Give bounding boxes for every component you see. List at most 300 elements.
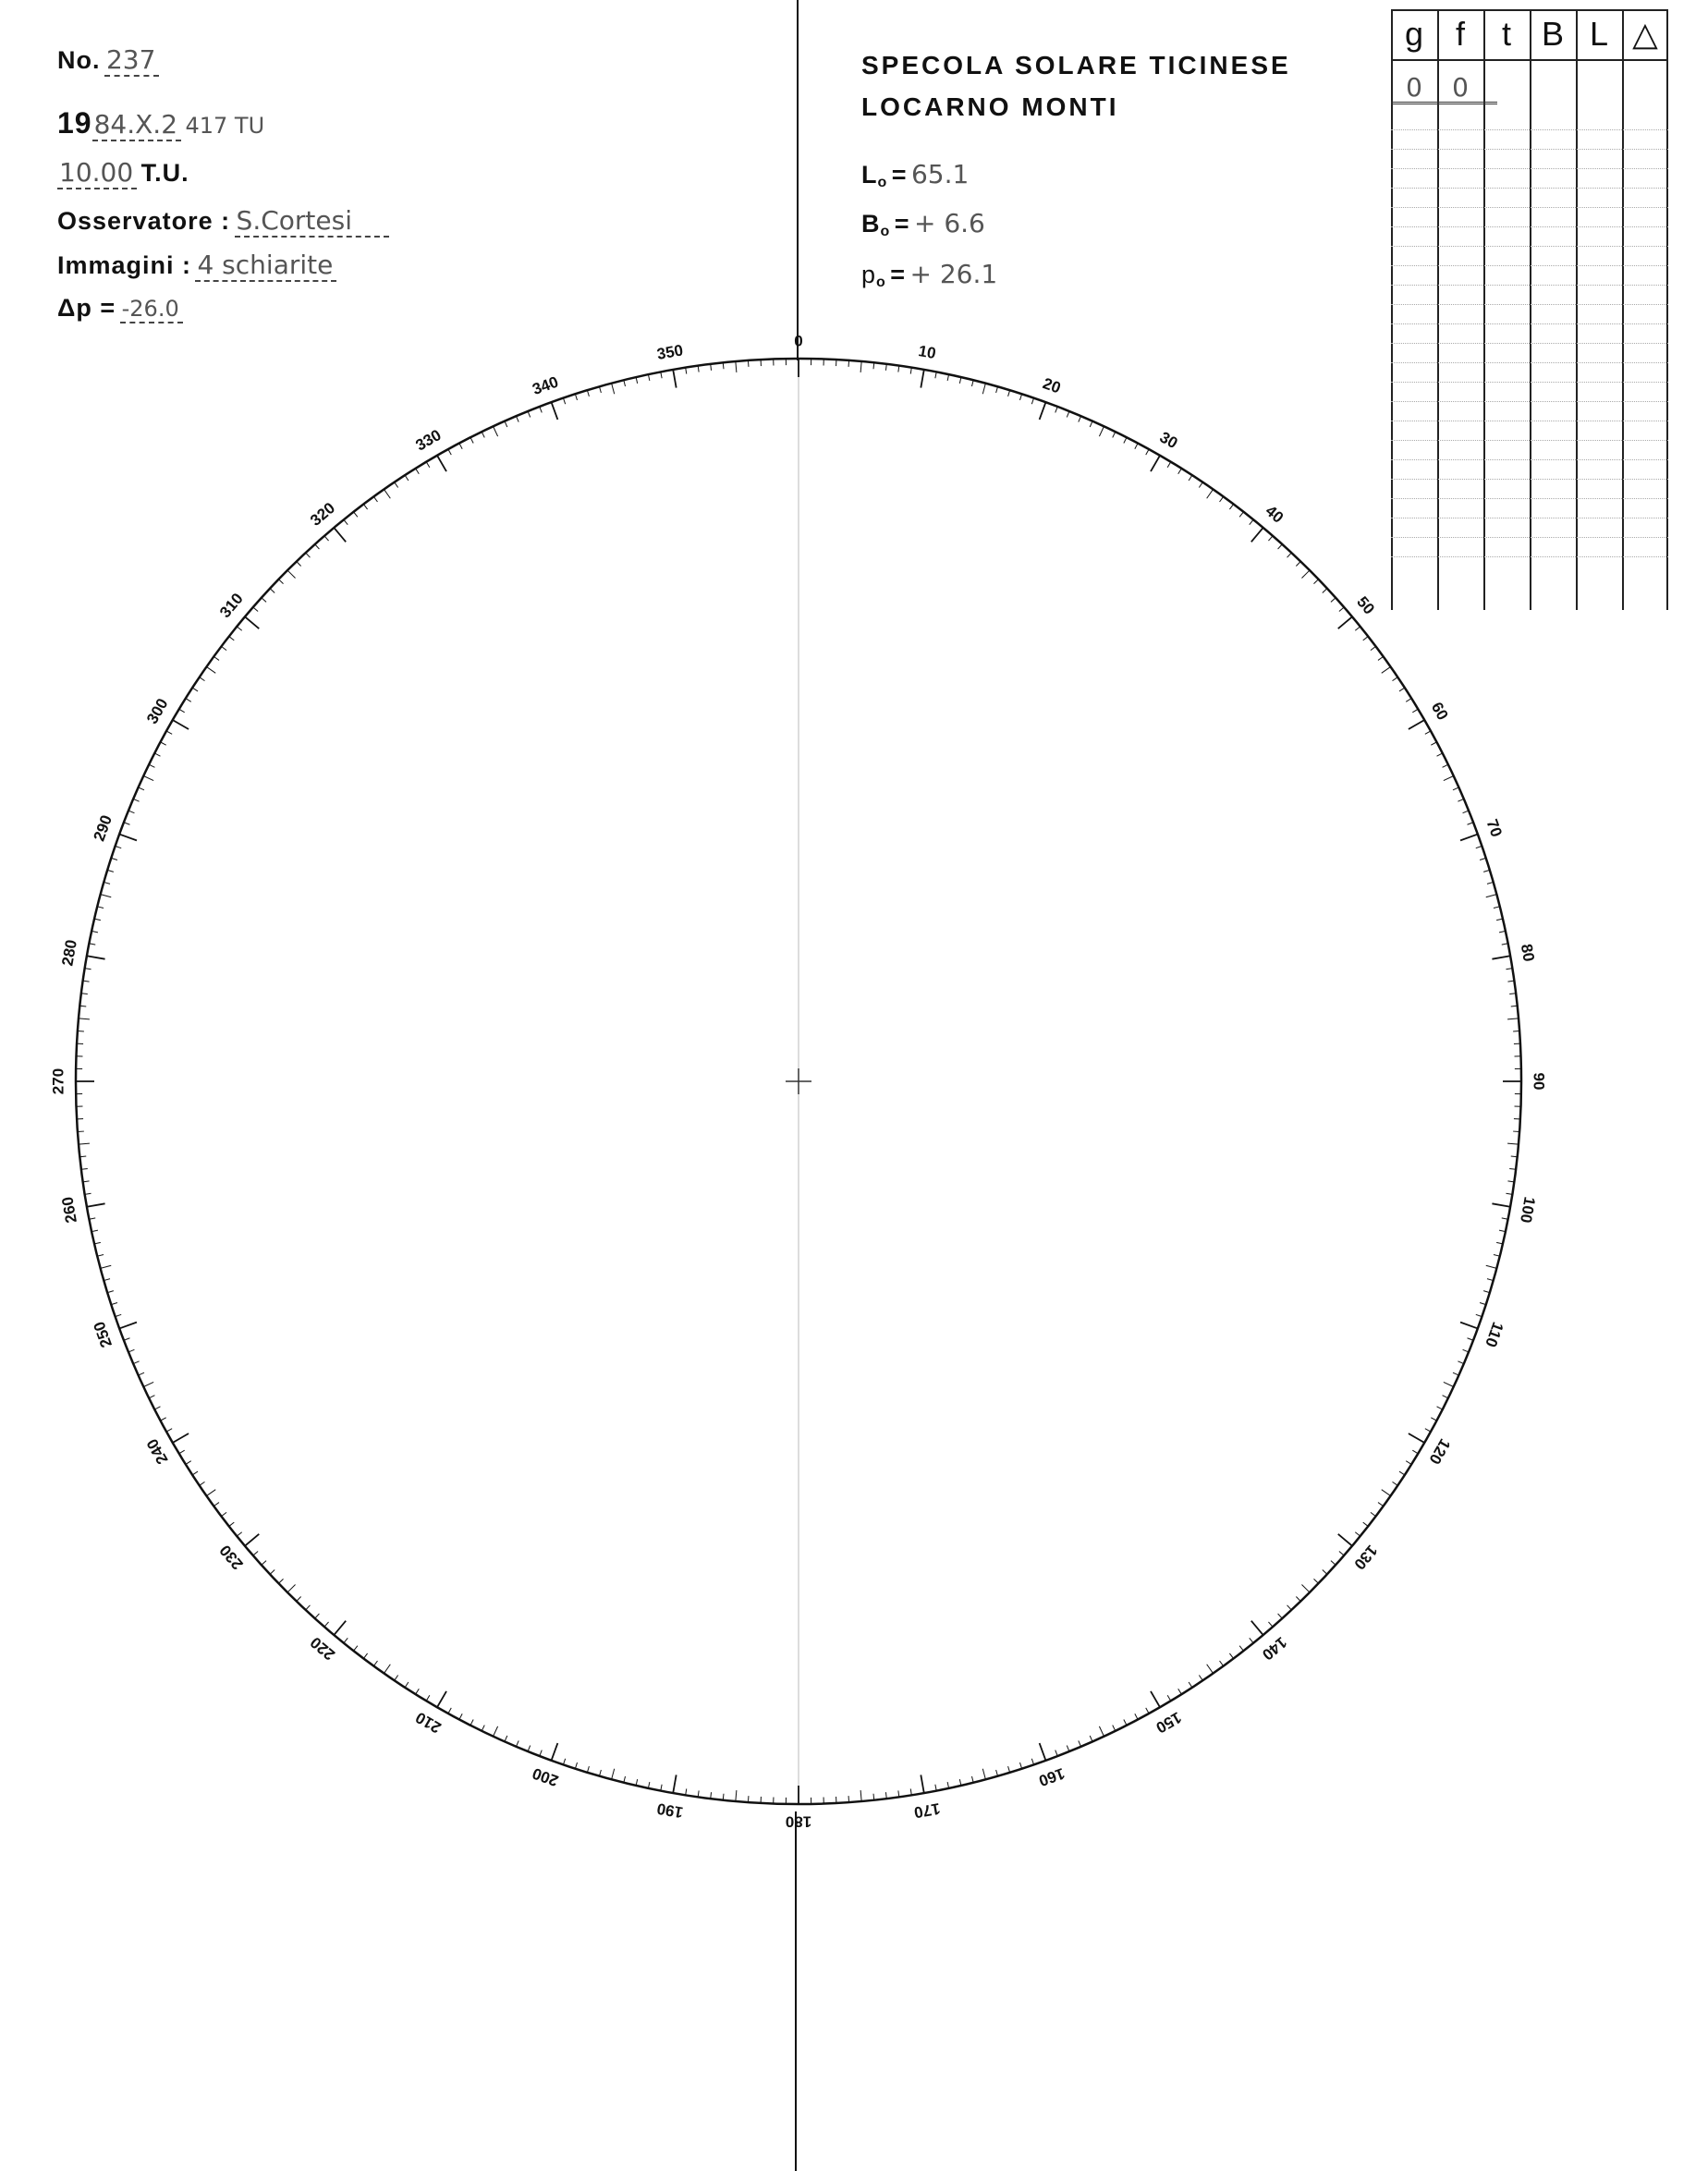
angle-tick: [1220, 1661, 1224, 1666]
angle-tick: [192, 688, 198, 691]
angle-tick: [287, 1584, 295, 1592]
angle-tick: [1008, 390, 1010, 396]
angle-tick: [482, 1726, 484, 1731]
angle-tick: [116, 846, 122, 848]
angle-tick: [139, 787, 144, 790]
angle-label-0: 0: [794, 332, 803, 350]
angle-tick: [1492, 1203, 1510, 1206]
angle-tick: [1113, 432, 1116, 437]
angle-tick: [563, 398, 565, 405]
angle-tick: [505, 421, 507, 427]
angle-tick: [1444, 1382, 1454, 1386]
angle-tick: [395, 482, 398, 488]
angle-tick: [128, 811, 134, 813]
angle-tick: [1229, 1653, 1233, 1659]
angle-tick: [1331, 1561, 1336, 1566]
angle-tick: [149, 1396, 154, 1398]
angle-tick: [1146, 1708, 1149, 1714]
angle-tick: [200, 1482, 205, 1485]
angle-tick: [1113, 1726, 1116, 1731]
angle-tick: [166, 1429, 172, 1432]
angle-tick: [1444, 776, 1454, 781]
angle-label-320: 320: [307, 498, 339, 530]
angle-tick: [87, 956, 105, 958]
angle-tick: [200, 677, 205, 681]
angle-tick: [206, 666, 215, 673]
angle-tick: [540, 1750, 543, 1757]
angle-tick: [154, 1407, 160, 1409]
angle-tick: [1090, 421, 1092, 427]
angle-tick: [373, 1661, 377, 1666]
angle-tick: [253, 607, 258, 612]
angle-label-30: 30: [1156, 428, 1181, 453]
angle-tick: [528, 1746, 531, 1751]
angle-tick: [179, 709, 185, 713]
angle-tick: [1382, 1490, 1391, 1496]
angle-tick: [214, 1503, 219, 1506]
angle-tick: [166, 731, 172, 734]
angle-label-260: 260: [58, 1195, 80, 1225]
angle-tick: [563, 1759, 565, 1765]
observer: Osservatore : S.Cortesi: [57, 205, 389, 236]
angle-tick: [1425, 1429, 1431, 1432]
angle-tick: [1067, 411, 1069, 417]
angle-tick: [1409, 720, 1424, 729]
angle-tick: [1031, 1759, 1033, 1765]
angle-tick: [1339, 1551, 1344, 1555]
angle-tick: [1486, 895, 1497, 897]
angle-label-200: 200: [530, 1763, 561, 1790]
angle-tick: [1099, 426, 1104, 436]
angle-tick: [673, 1775, 676, 1793]
angle-tick: [1167, 462, 1171, 468]
angle-tick: [1178, 469, 1182, 474]
angle-tick: [92, 1230, 98, 1231]
angle-tick: [1079, 416, 1081, 421]
angle-tick: [552, 402, 558, 420]
angle-tick: [1483, 870, 1490, 872]
angle-tick: [860, 361, 861, 372]
angle-tick: [1492, 956, 1510, 958]
angle-tick: [416, 1689, 420, 1694]
angle-tick: [437, 456, 446, 471]
angle-tick: [1431, 742, 1436, 745]
angle-label-270: 270: [49, 1067, 67, 1095]
angle-tick: [494, 426, 498, 436]
angle-tick: [1055, 407, 1058, 413]
angle-tick: [278, 579, 283, 584]
angle-label-60: 60: [1427, 699, 1452, 724]
angle-tick: [1460, 1323, 1478, 1329]
angle-tick: [587, 1766, 589, 1773]
angle-tick: [373, 496, 377, 502]
angle-tick: [143, 776, 153, 781]
angle-tick: [1507, 1143, 1519, 1144]
angle-label-230: 230: [215, 1541, 247, 1573]
angle-tick: [982, 384, 985, 395]
header-triangle: △: [1632, 15, 1658, 53]
header-f: f: [1455, 15, 1465, 53]
angle-label-160: 160: [1036, 1763, 1068, 1790]
angle-label-70: 70: [1482, 816, 1506, 840]
angle-tick: [221, 1512, 226, 1516]
angle-tick: [1331, 598, 1336, 603]
angle-tick: [1251, 528, 1263, 542]
observatory-location: LOCARNO MONTI: [861, 92, 1119, 121]
angle-label-100: 100: [1517, 1195, 1539, 1225]
angle-label-180: 180: [785, 1812, 812, 1831]
angle-tick: [270, 1570, 274, 1575]
angle-tick: [1167, 1695, 1171, 1701]
angle-tick: [1363, 637, 1369, 640]
angle-tick: [363, 504, 367, 509]
angle-tick: [1458, 1361, 1463, 1364]
angle-tick: [405, 1682, 409, 1688]
angle-tick: [1412, 709, 1418, 713]
angle-tick: [505, 1736, 507, 1741]
angle-tick: [101, 895, 112, 897]
angle-tick: [1437, 1407, 1443, 1409]
angle-tick: [1355, 627, 1360, 630]
angle-tick: [1135, 1714, 1138, 1719]
angle-tick: [1483, 1291, 1490, 1293]
angle-tick: [575, 394, 577, 400]
angle-tick: [161, 1418, 166, 1421]
angle-tick: [540, 407, 543, 413]
L0-value: Lo = 65.1: [861, 159, 970, 190]
angle-tick: [253, 1551, 258, 1555]
angle-tick: [221, 646, 226, 650]
header-B: B: [1541, 15, 1564, 53]
angle-tick: [1296, 1596, 1300, 1601]
angle-tick: [648, 374, 649, 381]
angle-tick: [1220, 496, 1224, 502]
angle-tick: [1393, 677, 1398, 681]
angle-label-290: 290: [90, 812, 116, 844]
angle-tick: [1355, 1532, 1360, 1536]
angle-tick: [1371, 646, 1376, 650]
angle-tick: [161, 742, 166, 745]
angle-tick: [1019, 1762, 1021, 1769]
angle-label-20: 20: [1040, 374, 1064, 397]
angle-tick: [648, 1782, 649, 1788]
angle-tick: [1250, 519, 1253, 524]
angle-tick: [1199, 1676, 1202, 1681]
angle-tick: [1124, 1720, 1127, 1726]
angle-tick: [1453, 1372, 1458, 1375]
angle-label-240: 240: [142, 1435, 172, 1468]
angle-tick: [111, 1302, 117, 1304]
angle-label-10: 10: [917, 342, 938, 363]
angle-tick: [1135, 444, 1138, 449]
value-g: 0: [1406, 72, 1422, 103]
header-L: L: [1589, 15, 1609, 53]
angle-tick: [1229, 504, 1233, 509]
angle-tick: [214, 656, 219, 660]
angle-label-300: 300: [142, 695, 172, 727]
angle-tick: [1067, 1746, 1069, 1751]
angle-tick: [278, 1579, 283, 1583]
angle-tick: [437, 1691, 446, 1707]
angle-tick: [1463, 1349, 1469, 1352]
angle-tick: [1040, 1743, 1046, 1761]
observatory-title: SPECOLA SOLARE TICINESE: [861, 51, 1291, 79]
angle-tick: [516, 416, 518, 421]
angle-tick: [245, 1534, 259, 1546]
angle-tick: [344, 519, 348, 524]
angle-tick: [334, 528, 346, 542]
angle-tick: [315, 544, 320, 549]
angle-tick: [1409, 1433, 1424, 1443]
angle-tick: [736, 1790, 737, 1801]
angle-tick: [1090, 1736, 1092, 1741]
angle-tick: [1468, 823, 1474, 825]
angle-label-190: 190: [655, 1799, 685, 1822]
angle-tick: [384, 1665, 390, 1674]
angle-tick: [1431, 1418, 1436, 1421]
angle-tick: [306, 553, 311, 557]
angle-tick: [1199, 482, 1202, 488]
angle-tick: [416, 469, 420, 474]
angle-tick: [143, 1382, 153, 1386]
angle-tick: [482, 432, 484, 437]
angle-tick: [459, 444, 462, 449]
angle-tick: [245, 616, 259, 628]
angle-tick: [1480, 1302, 1486, 1304]
angle-tick: [947, 374, 948, 381]
angle-tick: [1178, 1689, 1182, 1694]
angle-tick: [405, 475, 409, 481]
angle-tick: [107, 1291, 114, 1293]
angle-label-330: 330: [412, 425, 445, 455]
angle-tick: [1099, 1726, 1104, 1737]
angle-tick: [1499, 1230, 1506, 1231]
angle-label-120: 120: [1425, 1435, 1455, 1468]
angle-label-340: 340: [530, 372, 561, 399]
angle-tick: [1323, 1570, 1327, 1575]
angle-tick: [1207, 1665, 1214, 1674]
angle-tick: [612, 1769, 615, 1780]
angle-tick: [1313, 1579, 1318, 1583]
angle-label-140: 140: [1258, 1633, 1290, 1665]
angle-label-80: 80: [1517, 942, 1538, 963]
angle-tick: [237, 1532, 241, 1536]
angle-tick: [1460, 835, 1478, 841]
angle-tick: [1406, 699, 1411, 702]
angle-tick: [119, 835, 137, 841]
angle-tick: [1301, 570, 1309, 578]
angle-tick: [1079, 1740, 1081, 1746]
angle-tick: [736, 361, 737, 372]
angle-tick: [1458, 799, 1463, 801]
angle-tick: [1151, 456, 1160, 471]
angle-tick: [133, 1361, 139, 1364]
angle-tick: [297, 1596, 301, 1601]
angle-tick: [229, 637, 235, 640]
angle-tick: [1055, 1750, 1058, 1757]
angle-tick: [1453, 787, 1458, 790]
angle-tick: [384, 489, 390, 498]
angle-label-350: 350: [655, 341, 685, 363]
value-f: 0: [1452, 72, 1469, 103]
angle-tick: [206, 1490, 215, 1496]
angle-tick: [1296, 561, 1300, 566]
angle-tick: [87, 1203, 105, 1206]
angle-tick: [1031, 398, 1033, 405]
angle-tick: [324, 536, 329, 541]
angle-tick: [101, 1265, 112, 1268]
angle-tick: [1251, 1621, 1263, 1635]
angle-label-310: 310: [215, 590, 247, 622]
angle-tick: [516, 1740, 518, 1746]
angle-tick: [119, 1323, 137, 1329]
angle-tick: [354, 1646, 358, 1652]
angle-tick: [1443, 764, 1448, 767]
angle-tick: [1378, 1503, 1384, 1506]
angle-tick: [124, 823, 130, 825]
angle-tick: [1008, 1766, 1010, 1773]
observation-time: 10.00 T.U.: [59, 157, 189, 188]
angle-tick: [470, 1720, 473, 1726]
angle-tick: [179, 1450, 185, 1454]
angle-tick: [1207, 489, 1214, 498]
angle-tick: [1339, 607, 1344, 612]
angle-tick: [1507, 1018, 1519, 1019]
angle-tick: [1151, 1691, 1160, 1707]
observation-date: 1984.X.2 417 TU: [57, 106, 265, 140]
angle-tick: [334, 1621, 346, 1635]
angle-tick: [128, 1349, 134, 1352]
angle-tick: [1250, 1638, 1253, 1642]
angle-tick: [270, 589, 274, 593]
angle-tick: [1278, 1614, 1283, 1618]
angle-tick: [287, 570, 295, 578]
angle-tick: [470, 437, 473, 443]
observation-number: No. 237: [57, 44, 159, 75]
angle-tick: [612, 384, 615, 395]
angle-tick: [315, 1614, 320, 1618]
angle-tick: [528, 411, 531, 417]
angle-tick: [1019, 394, 1021, 400]
angle-tick: [297, 561, 301, 566]
angle-tick: [192, 1471, 198, 1475]
angle-tick: [1363, 1522, 1369, 1526]
angle-tick: [1124, 437, 1127, 443]
angle-tick: [1287, 553, 1292, 557]
angle-tick: [395, 1676, 398, 1681]
angle-tick: [575, 1762, 577, 1769]
angle-tick: [1393, 1482, 1398, 1485]
angle-tick: [1146, 449, 1149, 455]
angle-tick: [947, 1782, 948, 1788]
angle-tick: [426, 462, 430, 468]
angle-tick: [79, 1143, 90, 1144]
angle-tick: [116, 1314, 122, 1316]
angle-label-210: 210: [412, 1708, 445, 1738]
angle-tick: [448, 449, 451, 455]
angle-tick: [111, 858, 117, 860]
angle-tick: [1463, 811, 1469, 813]
angle-tick: [1399, 1471, 1405, 1475]
delta-p: Δp = -26.0: [57, 294, 183, 323]
angle-tick: [1480, 858, 1486, 860]
angle-tick: [133, 799, 139, 801]
angle-tick: [92, 931, 98, 932]
angle-tick: [237, 627, 241, 630]
angle-tick: [1378, 656, 1384, 660]
angle-tick: [1399, 688, 1405, 691]
angle-label-280: 280: [58, 938, 80, 968]
angle-tick: [1301, 1584, 1309, 1592]
angle-tick: [229, 1522, 235, 1526]
angle-tick: [1486, 1265, 1497, 1268]
angle-tick: [154, 753, 160, 756]
angle-tick: [982, 1769, 985, 1780]
angle-tick: [149, 764, 154, 767]
angle-label-50: 50: [1353, 592, 1378, 618]
angle-tick: [1425, 731, 1431, 734]
angle-tick: [1443, 1396, 1448, 1398]
angle-label-220: 220: [307, 1633, 339, 1665]
angle-tick: [1189, 1682, 1192, 1688]
p0-value: po = + 26.1: [861, 259, 998, 290]
angle-tick: [1189, 475, 1192, 481]
angle-label-130: 130: [1350, 1541, 1382, 1573]
angle-tick: [1338, 1534, 1352, 1546]
angle-tick: [1040, 402, 1046, 420]
angle-tick: [139, 1372, 144, 1375]
angle-tick: [363, 1653, 367, 1659]
angle-tick: [1371, 1512, 1376, 1516]
angle-tick: [552, 1743, 558, 1761]
header-t: t: [1501, 15, 1511, 53]
angle-label-90: 90: [1530, 1072, 1548, 1091]
angle-tick: [673, 370, 676, 388]
angle-label-40: 40: [1262, 502, 1287, 527]
angle-tick: [354, 512, 358, 518]
angle-label-110: 110: [1482, 1319, 1507, 1350]
angle-tick: [124, 1338, 130, 1341]
angle-tick: [1239, 512, 1243, 518]
angle-tick: [107, 870, 114, 872]
angle-tick: [1412, 1450, 1418, 1454]
angle-tick: [459, 1714, 462, 1719]
angle-tick: [186, 699, 191, 702]
header-g: g: [1404, 15, 1424, 53]
angle-label-250: 250: [90, 1319, 116, 1350]
angle-tick: [173, 1433, 189, 1443]
angle-tick: [1323, 589, 1327, 593]
angle-tick: [1468, 1338, 1474, 1341]
angle-tick: [262, 1561, 266, 1566]
angle-tick: [1476, 1314, 1482, 1316]
angle-tick: [1268, 536, 1273, 541]
angle-tick: [1239, 1646, 1243, 1652]
angle-label-150: 150: [1153, 1708, 1185, 1738]
angle-tick: [173, 720, 189, 729]
angle-tick: [1268, 1622, 1273, 1627]
angle-tick: [1476, 846, 1482, 848]
angle-tick: [344, 1638, 348, 1642]
B0-value: Bo = + 6.6: [861, 208, 985, 239]
angle-tick: [1499, 931, 1506, 932]
angle-tick: [587, 390, 589, 396]
angle-tick: [1338, 616, 1352, 628]
images-quality: Immagini : 4 schiarite: [57, 250, 336, 280]
angle-tick: [324, 1622, 329, 1627]
angle-tick: [186, 1461, 191, 1465]
angle-tick: [79, 1018, 90, 1019]
